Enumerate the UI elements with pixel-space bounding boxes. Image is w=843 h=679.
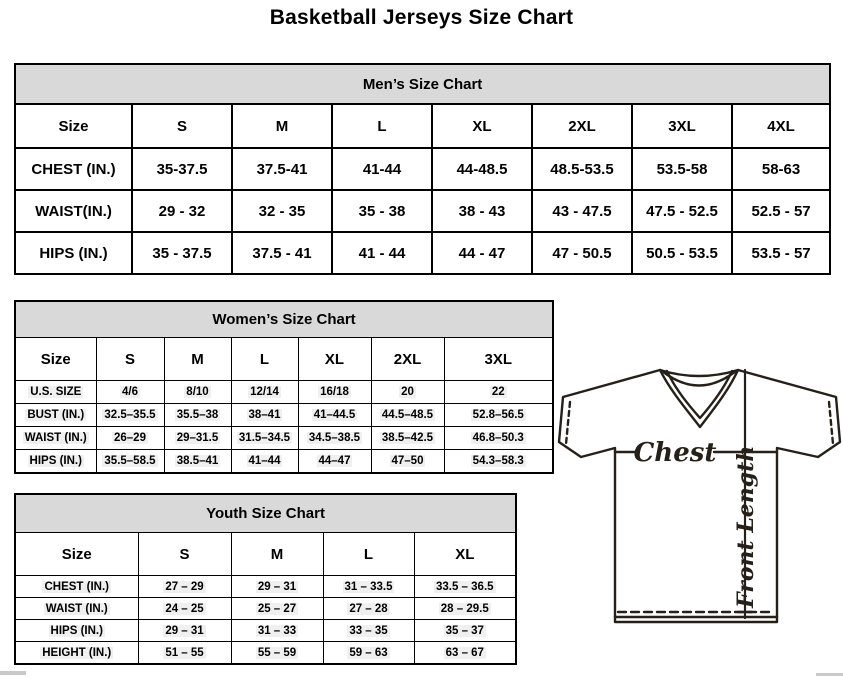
jersey-measurement-diagram	[556, 360, 843, 628]
value-text: 27 – 28	[349, 602, 388, 615]
value-text: 31 – 33	[257, 624, 297, 637]
size-value-cell	[96, 381, 164, 404]
column-header-3xl: 3XL	[632, 104, 732, 148]
value-text: 25 – 27	[257, 602, 297, 615]
size-value-cell	[371, 427, 444, 450]
row-label	[15, 598, 138, 620]
value-text: WAIST (IN.)	[45, 602, 108, 615]
column-header-l: L	[323, 533, 414, 576]
size-value-cell: 48.5-53.5	[532, 148, 632, 190]
table-row	[15, 450, 553, 474]
value-text: CHEST (IN.)	[44, 580, 110, 593]
column-header-3xl: 3XL	[444, 338, 553, 381]
row-label: CHEST (IN.)	[15, 148, 132, 190]
size-value-cell: 53.5-58	[632, 148, 732, 190]
table-row	[15, 576, 516, 598]
size-value-cell	[414, 576, 516, 598]
size-value-cell	[96, 427, 164, 450]
column-header-m: M	[231, 533, 323, 576]
size-row-header: Size	[15, 338, 96, 381]
size-value-cell	[323, 642, 414, 665]
row-label	[15, 427, 96, 450]
mens-table-title: Men’s Size Chart	[15, 64, 830, 104]
value-text: 31.5–34.5	[238, 432, 291, 444]
size-value-cell	[444, 427, 553, 450]
column-header-l: L	[231, 338, 298, 381]
value-text: 41–44	[248, 455, 281, 467]
value-text: 20	[401, 386, 414, 398]
size-value-cell: 35 - 37.5	[132, 232, 232, 274]
value-text: 8/10	[186, 386, 209, 398]
size-value-cell	[231, 381, 298, 404]
column-header-xl: XL	[432, 104, 532, 148]
value-text: 35.5–38	[176, 409, 219, 421]
size-value-cell: 58-63	[732, 148, 830, 190]
value-text: 29 – 31	[165, 624, 204, 637]
size-value-cell	[231, 427, 298, 450]
value-text: 38.5–42.5	[381, 432, 434, 444]
value-text: HIPS (IN.)	[50, 624, 103, 637]
size-value-cell: 41-44	[332, 148, 432, 190]
value-text: 28 – 29.5	[440, 602, 489, 615]
size-value-cell: 32 - 35	[232, 190, 332, 232]
size-value-cell: 53.5 - 57	[732, 232, 830, 274]
size-value-cell	[323, 598, 414, 620]
size-value-cell	[138, 576, 231, 598]
table-row	[15, 148, 830, 190]
value-text: 54.3–58.3	[472, 455, 524, 467]
size-value-cell: 47 - 50.5	[532, 232, 632, 274]
size-value-cell	[298, 404, 371, 427]
column-header-2xl: 2XL	[371, 338, 444, 381]
size-value-cell: 41 - 44	[332, 232, 432, 274]
value-text: 46.8–50.3	[472, 432, 524, 444]
youth-size-table	[14, 493, 517, 665]
column-header-s: S	[96, 338, 164, 381]
row-label	[15, 381, 96, 404]
size-value-cell	[164, 450, 231, 474]
size-value-cell	[323, 620, 414, 642]
column-header-2xl: 2XL	[532, 104, 632, 148]
size-value-cell: 52.5 - 57	[732, 190, 830, 232]
size-value-cell	[371, 404, 444, 427]
value-text: 32.5–35.5	[104, 409, 156, 421]
value-text: 38–41	[248, 409, 281, 421]
scrollbar-track-fragment-left[interactable]	[0, 671, 26, 675]
row-label: WAIST(IN.)	[15, 190, 132, 232]
value-text: 55 – 59	[257, 646, 297, 659]
value-text: 24 – 25	[165, 602, 204, 615]
size-value-cell	[414, 598, 516, 620]
size-row-header: Size	[15, 104, 132, 148]
size-value-cell: 37.5 - 41	[232, 232, 332, 274]
size-value-cell: 35 - 38	[332, 190, 432, 232]
row-label: HIPS (IN.)	[15, 232, 132, 274]
size-value-cell	[231, 642, 323, 665]
column-header-4xl: 4XL	[732, 104, 830, 148]
size-value-cell	[96, 450, 164, 474]
size-row-header: Size	[15, 533, 138, 576]
value-text: 44.5–48.5	[381, 409, 434, 421]
value-text: HEIGHT (IN.)	[42, 646, 112, 659]
value-text: 4/6	[122, 386, 138, 398]
size-value-cell	[231, 620, 323, 642]
value-text: 35.5–58.5	[104, 455, 156, 467]
value-text: WAIST (IN.)	[24, 432, 87, 444]
table-row	[15, 642, 516, 665]
table-row	[15, 232, 830, 274]
size-value-cell	[138, 642, 231, 665]
row-label	[15, 450, 96, 474]
womens-size-table	[14, 300, 554, 474]
value-text: 16/18	[320, 386, 349, 398]
size-value-cell: 29 - 32	[132, 190, 232, 232]
value-text: 47–50	[391, 455, 424, 467]
table-row	[15, 404, 553, 427]
size-value-cell: 37.5-41	[232, 148, 332, 190]
value-text: BUST (IN.)	[27, 409, 85, 421]
size-value-cell	[164, 404, 231, 427]
table-row	[15, 620, 516, 642]
size-value-cell: 50.5 - 53.5	[632, 232, 732, 274]
column-header-xl: XL	[298, 338, 371, 381]
value-text: 27 – 29	[165, 580, 204, 593]
value-text: 29 – 31	[257, 580, 297, 593]
womens-table-title: Women’s Size Chart	[15, 301, 553, 338]
row-label	[15, 642, 138, 665]
value-text: 41–44.5	[313, 409, 356, 421]
size-value-cell	[298, 427, 371, 450]
size-value-cell	[138, 598, 231, 620]
column-header-s: S	[138, 533, 231, 576]
size-value-cell: 43 - 47.5	[532, 190, 632, 232]
column-header-xl: XL	[414, 533, 516, 576]
chest-label: Chest	[633, 438, 717, 468]
size-value-cell	[164, 427, 231, 450]
value-text: 12/14	[250, 386, 279, 398]
jersey-illustration	[556, 360, 843, 628]
youth-table-title: Youth Size Chart	[15, 494, 516, 533]
size-value-cell: 35-37.5	[132, 148, 232, 190]
size-value-cell: 38 - 43	[432, 190, 532, 232]
value-text: 44–47	[318, 455, 351, 467]
table-row	[15, 598, 516, 620]
size-value-cell	[371, 381, 444, 404]
size-value-cell: 47.5 - 52.5	[632, 190, 732, 232]
value-text: 51 – 55	[165, 646, 204, 659]
size-value-cell	[298, 381, 371, 404]
size-value-cell	[231, 404, 298, 427]
page-title: Basketball Jerseys Size Chart	[269, 6, 574, 29]
column-header-m: M	[232, 104, 332, 148]
value-text: 33 – 35	[349, 624, 388, 637]
size-value-cell	[298, 450, 371, 474]
value-text: 34.5–38.5	[308, 432, 361, 444]
value-text: U.S. SIZE	[30, 386, 82, 398]
row-label	[15, 620, 138, 642]
value-text: 38.5–41	[176, 455, 219, 467]
size-value-cell	[231, 576, 323, 598]
size-value-cell	[96, 404, 164, 427]
table-row	[15, 381, 553, 404]
row-label	[15, 404, 96, 427]
size-value-cell	[414, 642, 516, 665]
jersey-body-outline	[559, 370, 840, 622]
size-value-cell	[444, 450, 553, 474]
size-value-cell	[414, 620, 516, 642]
size-value-cell	[323, 576, 414, 598]
row-label	[15, 576, 138, 598]
size-value-cell	[444, 381, 553, 404]
table-row	[15, 427, 553, 450]
value-text: 35 – 37	[445, 624, 484, 637]
column-header-s: S	[132, 104, 232, 148]
scrollbar-track-fragment-right[interactable]	[816, 673, 843, 676]
value-text: 33.5 – 36.5	[435, 580, 494, 593]
size-value-cell: 44-48.5	[432, 148, 532, 190]
value-text: HIPS (IN.)	[29, 455, 82, 467]
value-text: 63 – 67	[445, 646, 484, 659]
size-value-cell: 44 - 47	[432, 232, 532, 274]
column-header-l: L	[332, 104, 432, 148]
value-text: 31 – 33.5	[344, 580, 393, 593]
size-value-cell	[231, 598, 323, 620]
value-text: 22	[491, 386, 505, 398]
front-length-label: Front Length	[733, 445, 759, 608]
size-value-cell	[231, 450, 298, 474]
size-value-cell	[444, 404, 553, 427]
value-text: 59 – 63	[349, 646, 388, 659]
value-text: 52.8–56.5	[472, 409, 524, 421]
column-header-m: M	[164, 338, 231, 381]
value-text: 29–31.5	[176, 432, 219, 444]
value-text: 26–29	[114, 432, 146, 444]
size-value-cell	[138, 620, 231, 642]
size-value-cell	[371, 450, 444, 474]
mens-size-table	[14, 63, 831, 275]
size-value-cell	[164, 381, 231, 404]
table-row	[15, 190, 830, 232]
